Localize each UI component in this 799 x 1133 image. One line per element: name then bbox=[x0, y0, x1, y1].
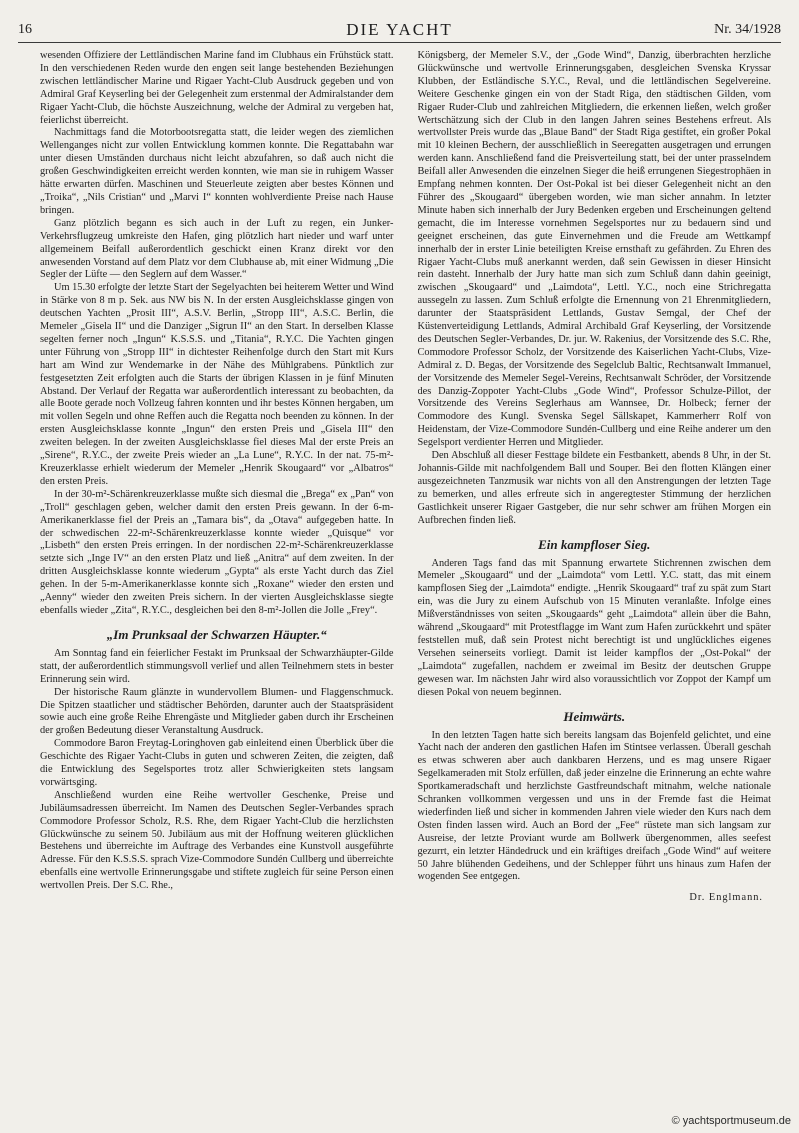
copyright-watermark: © yachtsportmuseum.de bbox=[671, 1115, 791, 1127]
left-column bbox=[40, 50, 394, 1105]
page-number: 16 bbox=[18, 22, 32, 37]
right-column bbox=[418, 50, 772, 1105]
paragraph: Um 15.30 erfolgte der letzte Start der Segelyachten bei heiterem Wetter und Wind in Stärke von 8 m p. Sek. aus NW bis N. In der ersten Ausgleichsklasse gingen von deutschen Yachten „Prosit III“, A.S.V. Berlin, „Stropp III“, A.S.C. Berlin, die Memeler „Gisela II“ und die Danziger „Sigrun II“ an den Start. In derselben Klasse segelten ferner noch „Ingun“ K.S.S.S. und „Titania“, R.Y.C. Die Yachten gingen unter Führung von „Stropp III“ in dichtester Reihenfolge durch den Start mit Kurs hart am Wind zur Wendemarke in der Nähe des Mühlgrabens. Pünktlich zur festgesetzten Zeit erfolgten auch die Starts der übrigen Klassen in je fünf Minuten Abstand. Der Verlauf der Regatta war außerordentlich interessant zu beobachten, da alle Boote gerade noch Vollzeug fahren konnten und ihr bestes Können hergaben, um mit vollen Segeln und ohne Reffen auch die Regatta noch beenden zu können. In der ersten Ausgleichsklasse konnte „Ingun“ den ersten Preis und „Gisela III“ den zweiten belegen. In der zweiten Ausgleichsklasse fiel dieses Mal der erste Preis an „Sirene“, R.Y.C., der zweite Preis wieder an „La Lune“, R.Y.C. In der nat. 75-m²-Kreuzerklasse erhielt wiederum der Memeler „Henrik Skougaard“ vor „Albatros“ den ersten Preis. bbox=[40, 282, 394, 487]
paragraph: Den Abschluß all dieser Festtage bildete ein Festbankett, abends 8 Uhr, in der St. Johannis-Gilde mit nachfolgendem Ball und Souper. Bei den flotten Klängen einer ausgezeichneten Tanzmusik war nichts von all den Anstrengungen der letzten Tage zu bemerken, und alles erfreute sich in angeregtester Stimmung der herzlichen Gastlichkeit unserer Rigaer Gastgeber, die nur sehr schwer am frühen Morgen ein Aufbrechen finden ließ. bbox=[417, 450, 771, 526]
paragraph: Am Sonntag fand ein feierlicher Festakt im Prunksaal der Schwarzhäupter-Gilde statt, der außerordentlich stimmungsvoll verlief und allen Teilnehmern stets in bester Erinnerung sein wird. bbox=[40, 647, 394, 685]
page-header bbox=[18, 20, 781, 43]
author-signature: Dr. Englmann. bbox=[689, 892, 763, 904]
paragraph: In der 30-m²-Schärenkreuzerklasse mußte sich diesmal die „Brega“ ex „Pan“ von „Troll“ geschlagen geben, welcher damit den ersten Preis gewann. In der 6-m-Amerikanerklasse fiel der Preis an „Tamara bis“, da „Otava“ aufgegeben hatte. In der schwedischen 22-m²-Schärenkreuzerklasse konnte wieder „Quisque“ vor „Lisbeth“ den ersten Preis erringen. In der nordischen 22-m²-Schärenkreuzerklasse setzte sich „Inge IV“ an den ersten Platz und ließ „Anitra“ auf dem zweiten. In der dritten Ausgleichsklasse konnte wiederum „Gypta“ als erste Yacht durch das Ziel gehen. In der 5-m-Amerikanerklasse konnte sich „Roxane“ wieder den ersten und „Aenny“ wieder den zweiten Preis sichern. In der vierten Ausgleichsklasse siegte ebenfalls wieder „Zita“, R.Y.C., desgleichen bei den 8-m²-Jollen die Jolle „Frey“. bbox=[40, 488, 394, 616]
issue-number: Nr. 34/1928 bbox=[714, 22, 781, 37]
paragraph: Nachmittags fand die Motorbootsregatta statt, die leider wegen des ziemlichen Wellenganges nicht zur vollen Entwicklung kommen konnte. Die Regattabahn war unter diesen Umständen durchaus nicht leicht abzufahren, so daß auch nicht die großen Geschwindigkeiten erreicht werden konnten, wie man sie in ruhigem Wasser hätte erwarten dürfen. Maschinen und Steuerleute zeigten aber bestes Können und „Troika“, „Nils Cristian“ und „Marvi I“ konnten wohlverdiente Preise nach Hause bringen. bbox=[40, 127, 394, 216]
paragraph: Anderen Tags fand das mit Spannung erwartete Stichrennen zwischen dem Memeler „Skougaard“ und der „Laimdota“ vom Lettl. Y.C. statt, das mit einem kampflosen Sieg der „Laimdota“ endigte. „Henrik Skougaard“ traf zu spät zum Start ein, was die Jury zu einem Aufschub von 15 Minuten veranlaßte. Infolge eines Mißverständnisses von seiten „Skougaards“ geht „Laimdota“ allein über die Bahn, während „Skougaard“ mit Protestflagge im Want zum Hafen zurückkehrt und später feststellen muß, daß sein Protest nicht berechtigt ist und unglückliches eigenes Versehen seinerseits vorliegt. Damit ist leider kampflos der „Ost-Pokal“ der „Laimdota“ zugefallen, nachdem er zweimal im Besitz der deutschen Gruppe gewesen war. Im nächsten Jahr wird also voraussichtlich vor Zoppot der Kampf um diesen Pokal von neuem beginnen. bbox=[417, 557, 771, 698]
paragraph: In den letzten Tagen hatte sich bereits langsam das Bojenfeld gelichtet, und eine Yacht nach der anderen den gastlichen Hafen im Stintsee verlassen. Überall geschah es etwas schweren aber auch dankbaren Herzens, und es mag unsere Rigaer Segelkameraden mit Stolz erfüllen, daß jeder einzelne die Erinnerung an echte wahre Sportkameradschaft und herzlichste Gastfreundschaft mitnahm, welche nationale Schranken vollkommen vergessen und uns in der Fremde fast die Heimat wiederfinden ließ und sicher in kommenden Jahren viele wieder den Kurs nach dem Osten finden lassen wird. Auch an Bord der „Fee“ rüstete man sich langsam zur Ausreise, der letzte Proviant wurde am Bollwerk übergenommen, alles seefest gezurrt, ein letzter Händedruck und ein kräftiges dreifach „Gode Wind“ auf weitere 50 Jahre blühenden Gedeihens, und der Schlepper führt uns hinaus zum Hafen der wogenden See entgegen. bbox=[417, 729, 771, 883]
section-heading: „Im Prunksaal der Schwarzen Häupter.“ bbox=[106, 626, 327, 642]
paragraph: Ganz plötzlich begann es sich auch in der Luft zu regen, ein Junker-Verkehrsflugzeug umkreiste den Hafen, ging plötzlich hart nieder und warf unter allgemeinem Beifall außerordentlich geschickt einen Kranz direkt vor den anwesenden Vorstand auf dem Platz vor dem Clubhause ab, mit einer Widmung „Die Segler der Lüfte — den Seglern auf dem Wasser.“ bbox=[40, 217, 394, 281]
section-heading: Heimwärts. bbox=[563, 708, 626, 724]
section-heading: Ein kampfloser Sieg. bbox=[538, 536, 651, 552]
article-columns bbox=[40, 50, 771, 1105]
paragraph: Der historische Raum glänzte in wundervollem Blumen- und Flaggenschmuck. Die Spitzen staatlicher und städtischer Behörden, darunter auch der Staatspräsident sowie auch eine große Reihe Ehrengäste und Mitglieder gaben durch ihr Erscheinen der großen Bedeutung dieser Veranstaltung Ausdruck. bbox=[40, 686, 394, 737]
paragraph: wesenden Offiziere der Lettländischen Marine fand im Clubhaus ein Frühstück statt. In den verschiedenen Reden wurde den engen seit lange bestehenden Beziehungen zwischen lettländischer Marine und Rigaer Yacht-Club Ausdruck gegeben und von Admiral Graf Keyserling bei der Gelegenheit zum erstenmal der Admiralstander dem Rigaer Yacht-Club, die höchste Auszeichnung, welche der Admiral zu vergeben hat, feierlichst überreicht. bbox=[40, 50, 394, 126]
magazine-title: DIE YACHT bbox=[346, 20, 453, 39]
paragraph: Commodore Baron Freytag-Loringhoven gab einleitend einen Überblick über die Geschichte des Rigaer Yacht-Clubs in guten und schweren Zeiten, die zeigten, daß die Entwicklung des Segelsportes trotz aller Schwierigkeiten stets langsam vorwärtsging. bbox=[40, 738, 394, 788]
paragraph: Königsberg, der Memeler S.V., der „Gode Wind“, Danzig, überbrachten herzliche Glückwünsche und wertvolle Erinnerungsgaben, desgleichen Svenska Kryssar Klubben, der Estländische S.Y.C., Reval, und die lettländischen Segelvereine. Weitere Geschenke gingen ein von der Stadt Riga, den städtischen Gilden, vom Rigaer Ruder-Club und zahlreichen Mitgliedern, die erkennen ließen, welch großer Wertschätzung sich der Club in den langen Jahren seines Bestehens erfreut. Als wertvollster Preis wurde das „Blaue Band“ der Stadt Riga gestiftet, ein großer Pokal mit 10 kleinen Bechern, der ausschließlich in Seeregatten ausgetragen und errungen werden kann. Anschließend fand die Preisverteilung statt, bei der unter prasselndem Beifall aller Anwesenden die einzelnen Sieger die heiß errungenen Siegestrophäen in Empfang nehmen konnten. Der Ost-Pokal ist bei dieser Gelegenheit nicht an den Führer des „Skougaard“ übergeben worden, wie man sicher annahm. In letzter Minute haben sich innerhalb der Jury Bedenken ergeben und Erscheinungen geltend gemacht, die im Interesse vornehmen Segelsportes nur zu bedauern sind und geeignet erscheinen, das gute Einvernehmen und die Freude am Wettkampf innerhalb der in erster Linie beteiligten Kreise ernsthaft zu gefährden. Zu Ehren des Rigaer Yacht-Clubs muß anerkannt werden, daß sein Gewissen in dieser Hinsicht rein dasteht. Innerhalb der Jury hatte man sich zum Schluß dann dahin geeinigt, zwischen „Skougaard“ und „Laimdota“, Lettl. Y.C., noch eine Strichregatta aussegeln zu lassen. Zum Schluß erfolgte die Ernennung von 21 Ehrenmitgliedern, darunter der Staatspräsident Lettlands, Gustav Semgal, der Chef der Küstenverteidigung Lettlands, Admiral Archibald Graf Keyserling, der Vorsitzende des Deutschen Segler-Verbandes, Dr. jur. W. Rakenius, der Vorsitzende des S.C. Rhe, Commodore Professor Scholz, der Vorsitzende des Kaiserlichen Yacht-Clubs, Vize-Admiral z. D. Begas, der Vorsitzende des Segelclub Baltic, Rechtsanwalt Immanuel, der Vorsitzende des Memeler Segel-Vereins, Rechtsanwalt Schröder, der Vorsitzende des Danzig-Zoppoter Yacht-Clubs „Gode Wind“, Professor Schulze-Pillot, der Vorsitzende des Vereins Seglerhaus am Wannsee, Dr. Holbeck; ferner der Commodore des Kungl. Svenska Segel Sällskapet, Kammerherr Rolf von Heidenstam, der Vize-Commodore Sundén-Cullberg und eine Reihe anderer um den Segelsport verdienter Herren und Mitglieder. bbox=[417, 50, 771, 449]
paragraph: Anschließend wurden eine Reihe wertvoller Geschenke, Preise und Jubiläumsadressen überreicht. Im Namen des Deutschen Segler-Verbandes sprach Commodore Professor Scholz, R.S. Rhe, dem Rigaer Yacht-Club die herzlichsten Glückwünsche zu seinem 50. Jubiläum aus mit der Hoffnung weiteren glücklichen Bestehens und überreichte im Auftrage des Verbandes eine Kunstvoll ausgeführte Adresse. Für den K.S.S.S. sprach Vize-Commodore Sundén Cullberg und überreichte ebenfalls eine wertvolle Erinnerungsgabe und stiftete zugleich für seine Person einen wertvollen Preis. Der S.C. Rhe., bbox=[40, 789, 394, 892]
